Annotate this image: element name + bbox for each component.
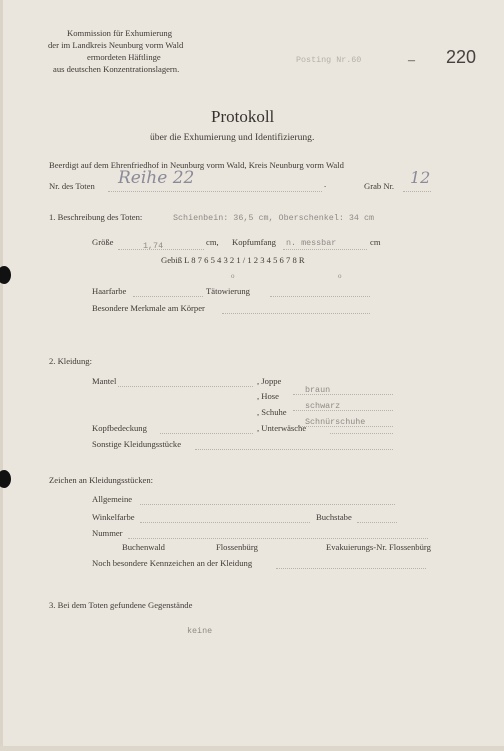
section-2-heading: 2. Kleidung:	[49, 356, 92, 366]
height-underline	[118, 249, 204, 250]
cm-label-2: cm	[370, 237, 381, 247]
teeth-mark-left: o	[231, 272, 235, 280]
head-circumference-label: Kopfumfang	[232, 237, 276, 247]
cm-label: cm,	[206, 237, 219, 247]
page-number: 220	[446, 47, 477, 67]
shoes-label: , Schuhe	[257, 407, 287, 417]
tattoo-underline	[270, 296, 370, 297]
coat-underline	[118, 386, 253, 387]
flossenbuerg-label: Flossenbürg	[216, 542, 258, 552]
paper-left-edge	[0, 0, 3, 751]
dead-number-value: Reihe 22	[118, 168, 195, 188]
section-3-heading: 3. Bei dem Toten gefundene Gegenstände	[49, 600, 193, 610]
jacket-label: , Joppe	[257, 376, 282, 386]
burial-line: Beerdigt auf dem Ehrenfriedhof in Neunburg vorm Wald, Kreis Neunburg vorm Wald	[49, 160, 344, 170]
dead-number-label: Nr. des Toten	[49, 181, 95, 191]
page-dash: –	[408, 53, 415, 68]
number-underline	[128, 538, 428, 539]
description-value: Schienbein: 36,5 cm, Oberschenkel: 34 cm	[173, 213, 375, 223]
shoes-value: Schnürschuhe	[305, 417, 366, 427]
underwear-label: , Unterwäsche	[257, 423, 307, 433]
org-line-1: Kommission für Exhumierung	[67, 28, 173, 38]
trousers-value: schwarz	[305, 401, 341, 411]
head-circumference-underline	[283, 249, 367, 250]
document-title: Protokoll	[211, 107, 275, 126]
triangle-color-underline	[140, 522, 310, 523]
punch-hole-lower	[0, 470, 11, 488]
buchenwald-label: Buchenwald	[122, 542, 165, 552]
separator-dot: .	[324, 179, 327, 189]
general-underline	[140, 504, 395, 505]
jacket-value: braun	[305, 385, 331, 395]
number-label: Nummer	[92, 528, 123, 538]
teeth-label: Gebiß L 8 7 6 5 4 3 2 1 / 1 2 3 4 5 6 7 8 R	[161, 255, 305, 265]
underwear-underline	[330, 433, 393, 434]
letter-label: Buchstabe	[316, 512, 352, 522]
teeth-mark-right: o	[338, 272, 342, 280]
other-clothing-underline	[195, 449, 393, 450]
body-marks-label: Besondere Merkmale am Körper	[92, 303, 205, 313]
found-items-value: keine	[187, 626, 213, 636]
other-marks-label: Noch besondere Kennzeichen an der Kleidung	[92, 558, 253, 568]
headgear-label: Kopfbedeckung	[92, 423, 147, 433]
posting-stamp: Posting Nr.60	[296, 55, 362, 65]
trousers-underline	[293, 410, 393, 411]
other-clothing-label: Sonstige Kleidungsstücke	[92, 439, 182, 449]
hair-color-underline	[133, 296, 203, 297]
evacuation-number-label: Evakuierungs-Nr. Flossenbürg	[326, 542, 431, 552]
document-subtitle: über die Exhumierung und Identifizierung.	[150, 132, 315, 143]
dead-number-underline	[108, 191, 322, 192]
org-line-4: aus deutschen Konzentrationslagern.	[53, 64, 180, 74]
punch-hole-upper	[0, 266, 11, 284]
body-marks-underline	[222, 313, 370, 314]
headgear-underline	[160, 433, 253, 434]
height-label: Größe	[92, 237, 114, 247]
tattoo-label: Tätowierung	[206, 286, 250, 296]
coat-label: Mantel	[92, 376, 117, 386]
head-circumference-value: n. messbar	[286, 238, 337, 248]
org-line-3: ermordeten Häftlinge	[87, 52, 161, 62]
shoes-underline	[298, 426, 393, 427]
grave-number-label: Grab Nr.	[364, 181, 395, 191]
hair-color-label: Haarfarbe	[92, 286, 127, 296]
grave-number-value: 12	[410, 168, 431, 187]
trousers-label: , Hose	[257, 391, 279, 401]
height-value: 1,74	[143, 241, 164, 251]
section-1-heading: 1. Beschreibung des Toten:	[49, 212, 143, 222]
triangle-color-label: Winkelfarbe	[92, 512, 135, 522]
jacket-underline	[293, 394, 393, 395]
general-label: Allgemeine	[92, 494, 133, 504]
grave-number-underline	[403, 191, 431, 192]
org-line-2: der im Landkreis Neunburg vorm Wald	[48, 40, 184, 50]
paper-bottom-edge	[0, 746, 504, 751]
other-marks-underline	[276, 568, 426, 569]
letter-underline	[357, 522, 397, 523]
clothing-marks-heading: Zeichen an Kleidungsstücken:	[49, 475, 154, 485]
